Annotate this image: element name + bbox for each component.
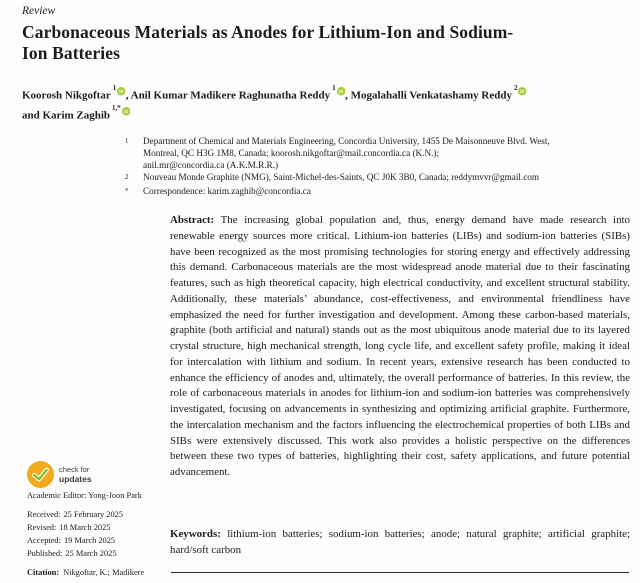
affiliation-line: anil.mr@concordia.ca (A.K.M.R.R.)	[143, 160, 279, 171]
accepted-date	[27, 534, 123, 547]
affiliation-marker: 1	[125, 138, 129, 145]
crossmark-check-icon	[27, 461, 54, 488]
date-label: Received:	[27, 510, 61, 519]
correspondence-text	[143, 185, 617, 198]
published-date	[27, 547, 123, 560]
author-name: Koorosh Nikgoftar	[22, 89, 111, 102]
author-affil-sup: 1	[112, 84, 117, 92]
orcid-icon[interactable]	[337, 87, 346, 96]
date-value: 19 March 2025	[63, 536, 116, 546]
affiliation-text	[143, 135, 617, 171]
orcid-icon[interactable]	[122, 107, 131, 116]
author-list	[22, 84, 607, 124]
citation-text: Nikgoftar, K.; Madikere	[63, 568, 145, 577]
abstract-text: The increasing global population and, thus, energy demand have made research into renewable energy sources more critical. Lithium-ion batteries (LIBs) and sodium-ion batteries (SIBs) have been recognized as the most promising technologies for storing energy and effectively addressing this demand. Carbonaceous materials are the most widespread anode material due to their fascinating features, such as high theoretical capacity, high electrical conductivity, and excellent structural stability. Additionally, these materials’ abundance, cost-effectiveness, and environmental friendliness have emphasized the need for further investigation and development. Among these carbon-based materials, graphite (both artificial and natural) stands out as the most ubiquitous anode material due to its layered crystal structure, high mechanical strength, long cycle life, and excellent safety profile, making it ideal for intercalation with lithium and sodium. In recent years, extensive research has been conducted to enhance the efficiency of anodes and, ultimately, the overall performance of batteries. In this review, the role of carbonaceous materials in anodes for lithium-ion and sodium-ion batteries was comprehensively investigated, focusing on advancements in synthesizing and optimizing artificial graphite. Furthermore, the intercalation mechanism and the factors influencing the electrochemical properties of both LIBs and SIBs were extensively discussed. This work also provides a holistic perspective on the differences between these two types of batteries, highlighting their cost, safety applications, and future potential advancement.	[170, 214, 630, 478]
article-type-label: Review	[22, 5, 56, 17]
affiliations-block	[125, 135, 617, 198]
author-line-1	[22, 84, 607, 104]
correspondence-marker: *	[125, 187, 129, 195]
affiliation-marker: 2	[125, 174, 129, 182]
academic-editor-line: Academic Editor: Yong-Joon Park	[27, 491, 142, 500]
keywords-label: Keywords:	[170, 528, 221, 540]
check-for-updates-badge[interactable]	[27, 461, 92, 488]
badge-text	[59, 466, 92, 483]
badge-line-1: check for	[59, 465, 90, 474]
keywords-text: lithium-ion batteries; sodium-ion batteries; anode; natural graphite; artificial graphite; hard/soft carbon	[170, 528, 630, 556]
svg-text:iD: iD	[520, 89, 525, 94]
author-affil-sup: 1	[332, 84, 336, 92]
author-affil-sup: 1,*	[112, 103, 121, 112]
author-separator: ,	[345, 89, 351, 102]
affiliation-item	[125, 135, 617, 171]
orcid-icon[interactable]	[518, 87, 527, 96]
received-date	[27, 508, 123, 521]
abstract-label: Abstract:	[170, 214, 215, 226]
affiliation-item	[125, 185, 617, 198]
citation-label: Citation:	[27, 568, 60, 577]
author-name: Karim Zaghib	[42, 109, 111, 122]
affiliation-item	[125, 171, 617, 184]
author-name: Anil Kumar Madikere Raghunatha Reddy	[130, 89, 331, 102]
author-name: Mogalahalli Venkatashamy Reddy	[350, 89, 512, 102]
revised-date	[27, 521, 123, 534]
affiliation-line: Montreal, QC H3G 1M8, Canada; koorosh.nikgoftar@mail.concordia.ca (K.N.);	[143, 148, 440, 159]
date-value: 25 March 2025	[65, 549, 117, 559]
author-separator: ,	[125, 89, 131, 102]
author-separator: and	[22, 109, 43, 122]
svg-text:iD: iD	[338, 89, 343, 94]
date-label: Revised:	[27, 523, 57, 533]
date-value: 25 February 2025	[63, 510, 124, 519]
affiliation-line: Nouveau Monde Graphite (NMG), Saint-Michel-des-Saints, QC J0K 3B0, Canada; reddymvvr@gmail.com	[143, 172, 540, 183]
author-affil-sup: 2	[513, 84, 518, 92]
article-history-dates	[27, 508, 123, 560]
badge-line-2: updates	[59, 473, 92, 484]
author-line-2	[22, 104, 607, 124]
svg-text:iD: iD	[123, 108, 129, 114]
svg-text:iD: iD	[119, 89, 124, 94]
date-label: Accepted:	[27, 536, 61, 546]
section-divider	[171, 572, 629, 573]
abstract-paragraph	[170, 213, 630, 481]
date-value: 18 March 2025	[59, 523, 111, 533]
affiliation-line: Department of Chemical and Materials Engineering, Concordia University, 1455 De Maisonneuve Blvd. West,	[143, 136, 550, 146]
date-label: Published:	[27, 549, 63, 559]
page-title: Carbonaceous Materials as Anodes for Lithium-Ion and Sodium-Ion Batteries	[22, 22, 514, 63]
affiliation-text	[143, 171, 617, 184]
citation-line	[27, 567, 177, 579]
affiliation-line: Correspondence: karim.zaghib@concordia.ca	[143, 185, 311, 196]
keywords-paragraph	[170, 527, 630, 559]
orcid-icon[interactable]	[117, 87, 126, 96]
